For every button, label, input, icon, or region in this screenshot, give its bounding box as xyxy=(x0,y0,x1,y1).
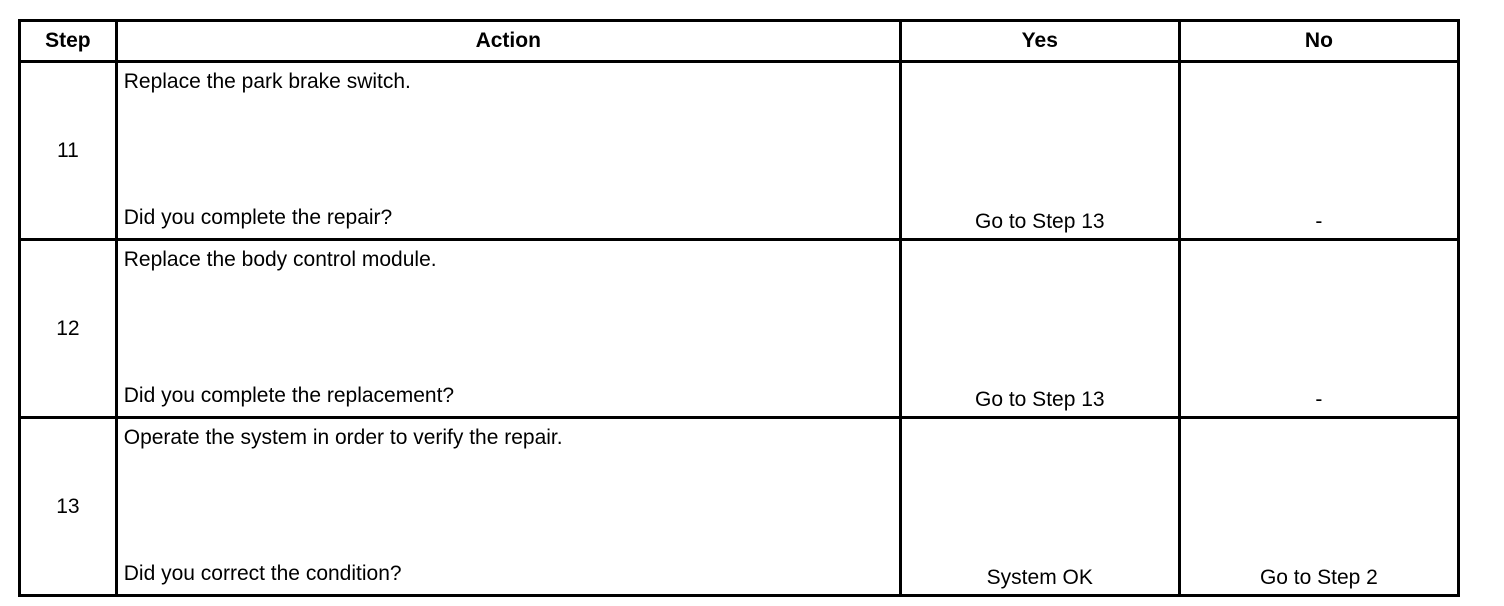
no-result: - xyxy=(1179,240,1458,418)
table-header xyxy=(20,21,1459,62)
header-action: Action xyxy=(116,21,900,62)
header-yes: Yes xyxy=(900,21,1179,62)
header-step: Step xyxy=(20,21,117,62)
action-question: Did you correct the condition? xyxy=(123,562,402,585)
no-result: - xyxy=(1179,62,1458,240)
action-question: Did you complete the replacement? xyxy=(123,384,455,407)
diagnostic-table xyxy=(18,19,1460,597)
step-number: 11 xyxy=(20,62,117,240)
table-row xyxy=(20,62,1459,240)
action-question: Did you complete the repair? xyxy=(123,206,393,229)
table-body xyxy=(20,62,1459,596)
step-number: 12 xyxy=(20,240,117,418)
action-instruction: Replace the body control module. xyxy=(123,248,437,271)
action-instruction: Replace the park brake switch. xyxy=(123,70,411,93)
table-row xyxy=(20,418,1459,596)
action-cell xyxy=(116,62,900,240)
yes-result: System OK xyxy=(900,418,1179,596)
step-number: 13 xyxy=(20,418,117,596)
yes-result: Go to Step 13 xyxy=(900,62,1179,240)
header-row xyxy=(20,21,1459,62)
action-cell xyxy=(116,240,900,418)
action-cell xyxy=(116,418,900,596)
action-instruction: Operate the system in order to verify the repair. xyxy=(123,426,563,449)
no-result: Go to Step 2 xyxy=(1179,418,1458,596)
table-row xyxy=(20,240,1459,418)
yes-result: Go to Step 13 xyxy=(900,240,1179,418)
header-no: No xyxy=(1179,21,1458,62)
